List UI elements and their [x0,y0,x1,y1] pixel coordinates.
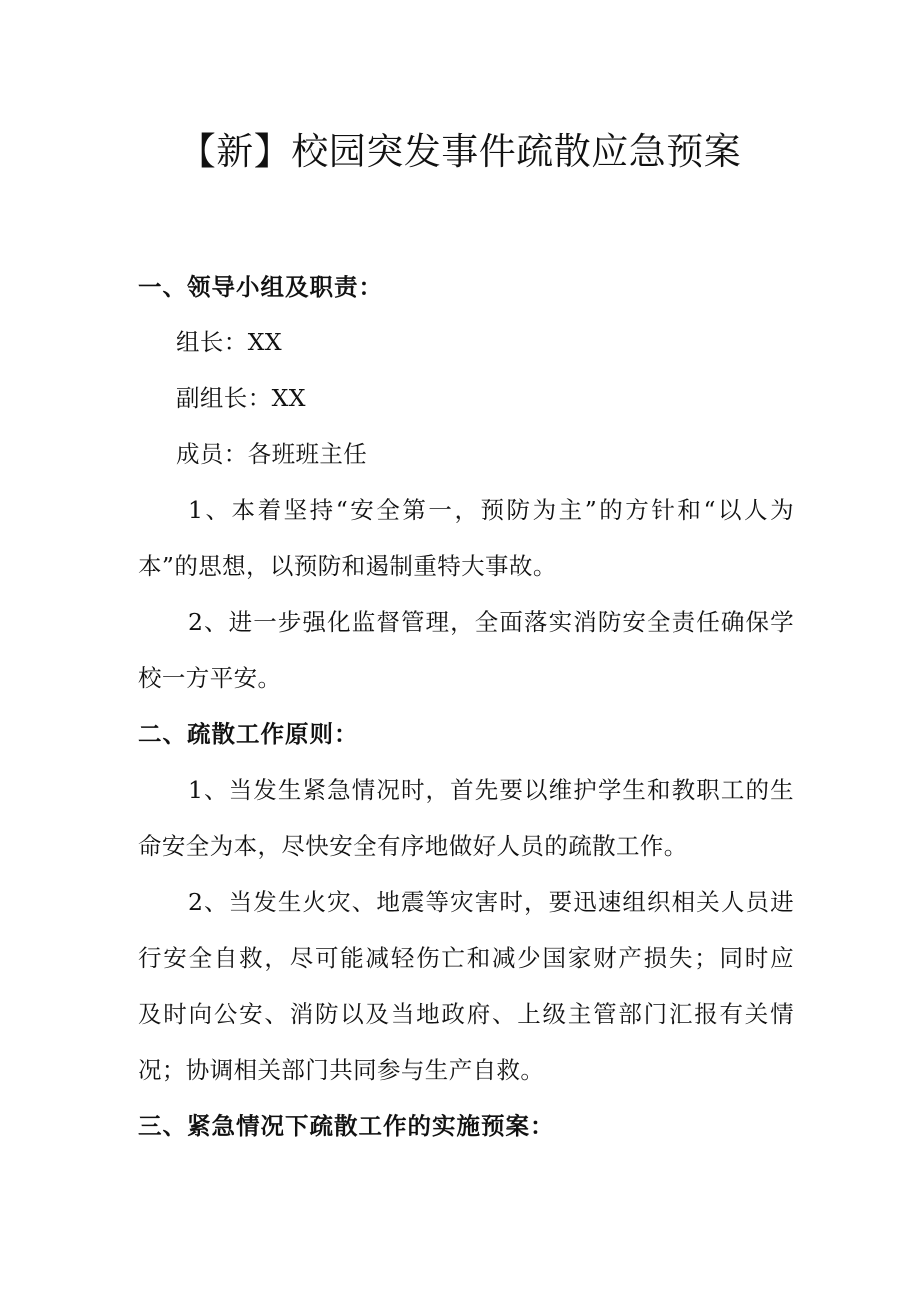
paragraph-1-1-line-1: 1、本着坚持“安全第一，预防为主”的方针和“以人为 [188,496,794,524]
paragraph-2-1-line-1: 1、当发生紧急情况时，首先要以维护学生和教职工的生 [188,776,794,804]
member-leader: 组长：XX [176,328,282,356]
paragraph-2-2-line-2: 行安全自救，尽可能减轻伤亡和减少国家财产损失；同时应 [138,944,794,972]
paragraph-1-2-line-2: 校一方平安。 [138,664,282,692]
paragraph-2-1-line-2: 命安全为本，尽快安全有序地做好人员的疏散工作。 [138,832,688,860]
paragraph-1-1-line-2: 本”的思想，以预防和遏制重特大事故。 [138,552,557,580]
paragraph-2-2-line-4: 况；协调相关部门共同参与生产自救。 [138,1056,545,1084]
paragraph-2-2-line-3: 及时向公安、消防以及当地政府、上级主管部门汇报有关情 [138,1000,794,1028]
section-heading-evacuation-plan: 三、紧急情况下疏散工作的实施预案： [138,1112,555,1140]
section-heading-principles: 二、疏散工作原则： [138,720,359,748]
section-heading-leadership: 一、领导小组及职责： [138,273,383,301]
member-members: 成员：各班班主任 [176,440,368,468]
paragraph-2-2-line-1: 2、当发生火灾、地震等灾害时，要迅速组织相关人员进 [188,888,794,916]
paragraph-1-2-line-1: 2、进一步强化监督管理，全面落实消防安全责任确保学 [188,608,794,636]
document-title: 【新】校园突发事件疏散应急预案 [178,130,742,173]
member-deputy-leader: 副组长：XX [176,384,306,412]
